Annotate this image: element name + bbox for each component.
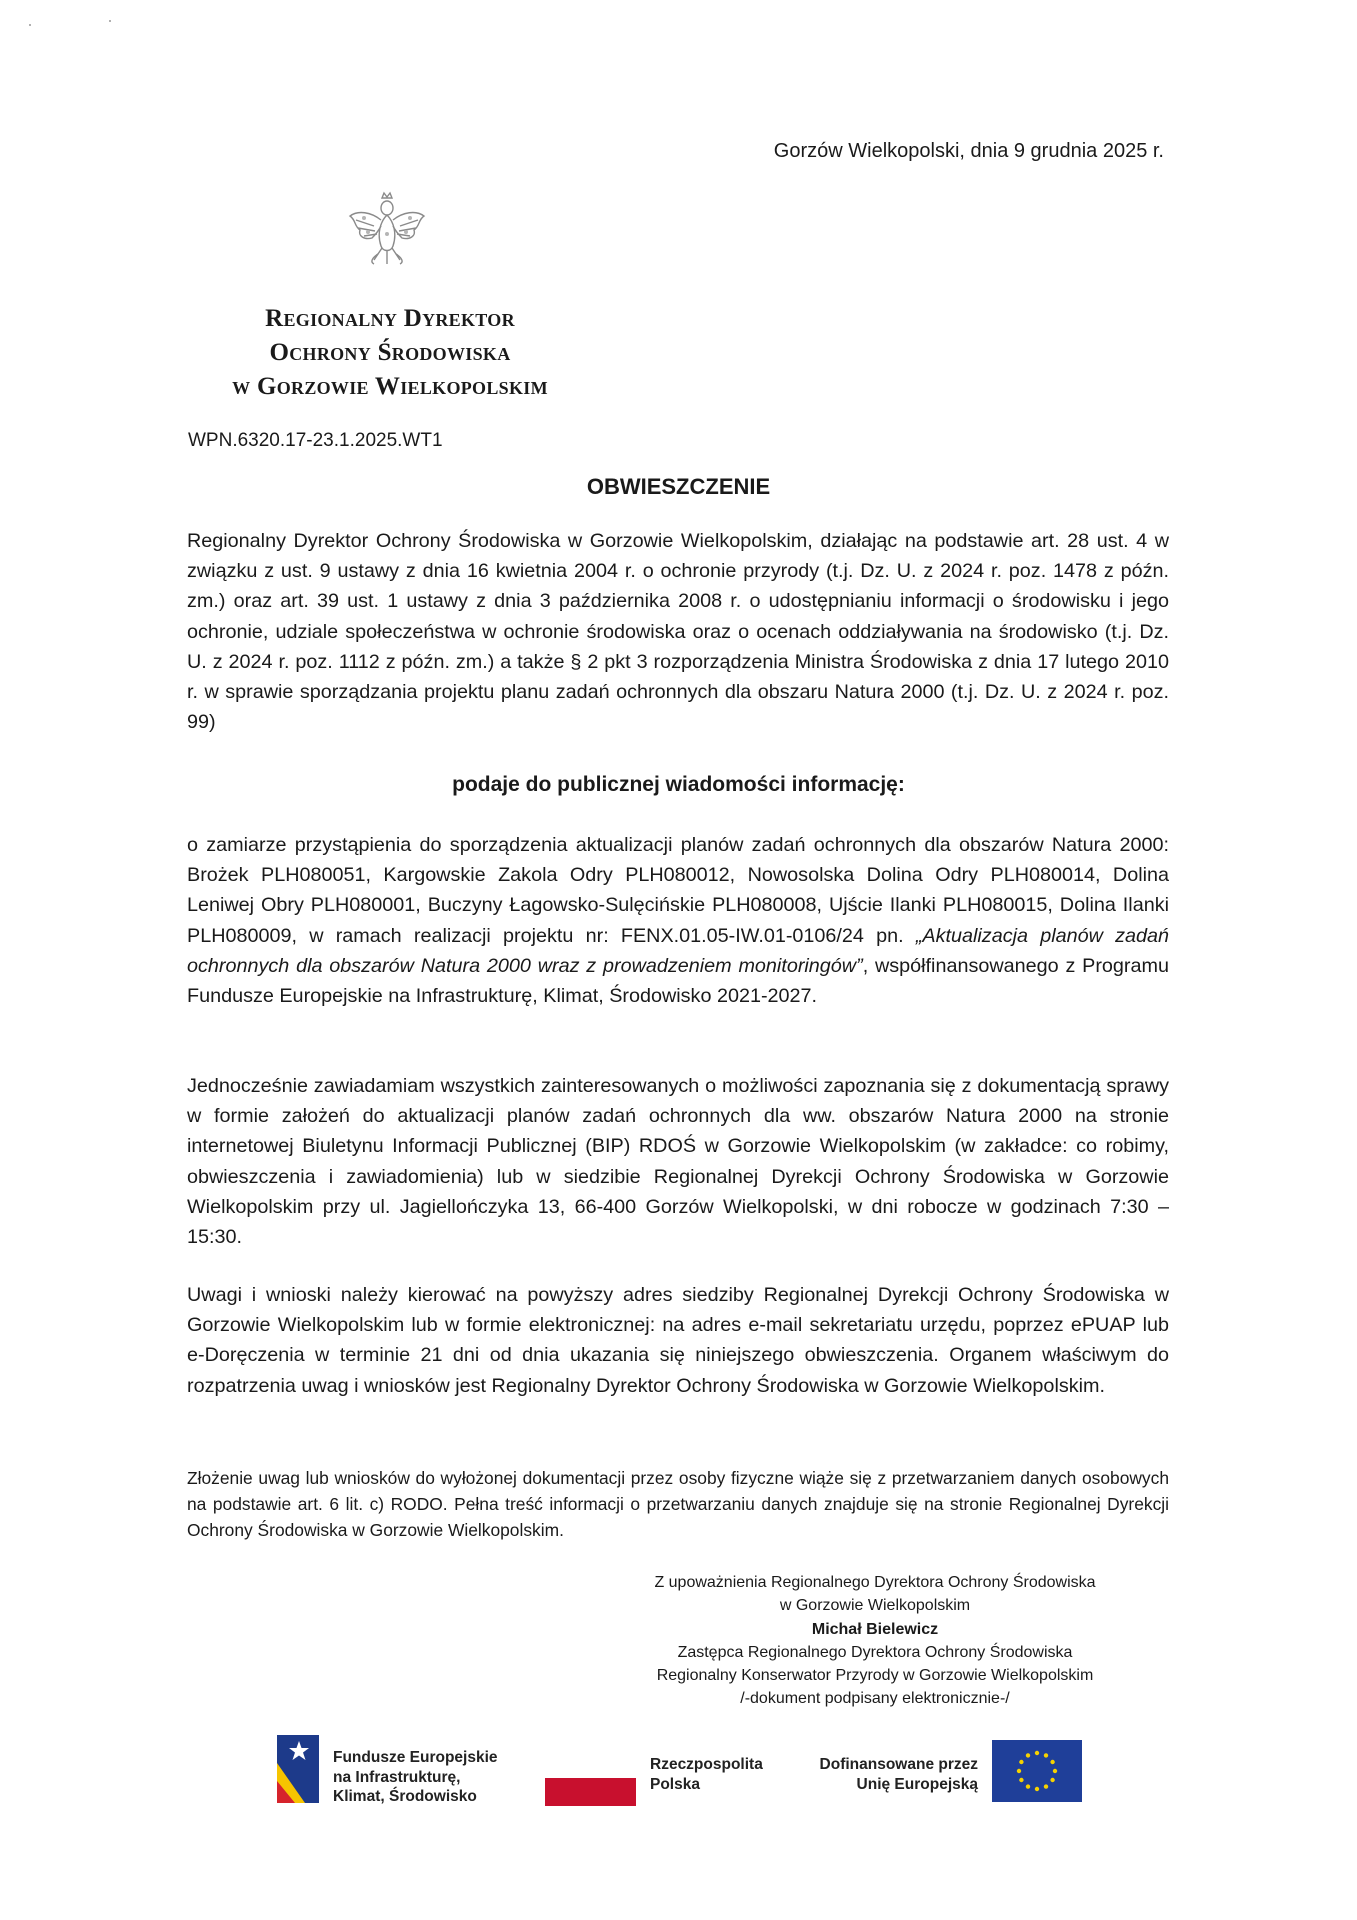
paragraph-text: , współfinansowanego z Programu Fundusze Europejskie na Infrastrukturę, Klimat, Środowisko 2021-2027. bbox=[187, 954, 1169, 1008]
announcement-heading: podaje do publicznej wiadomości informację: bbox=[452, 773, 905, 796]
authority-line: Regionalny Dyrektor bbox=[265, 305, 515, 332]
fe-label-line: Fundusze Europejskie bbox=[333, 1749, 498, 1766]
paragraph-intention bbox=[187, 830, 1169, 1011]
document-title: OBWIESZCZENIE bbox=[586, 474, 771, 499]
eu-label-line: Dofinansowane przez bbox=[819, 1756, 978, 1773]
eu-label-line: Unię Europejską bbox=[856, 1775, 978, 1793]
scan-artifact bbox=[109, 20, 111, 22]
rp-label-line: Polska bbox=[650, 1775, 700, 1793]
scan-artifact bbox=[29, 24, 31, 26]
rp-label bbox=[650, 1755, 763, 1794]
polish-eagle-emblem-icon bbox=[344, 188, 430, 274]
paragraph-text: o zamiarze przystąpienia do sporządzenia aktualizacji planów zadań ochronnych dla obszarów Natura 2000: Brożek PLH080051, Kargowskie Zakola Odry PLH080012, Nowosolska Dolina Odry PLH080014, Dolina Leniwej Obry PLH080001, Buczyny Łagowsko-Sulęcińskie PLH080008, Ujście Ilanki PLH080015, Dolina Ilanki PLH080009, w ramach realizacji projektu nr: FENX.01.05-IW.01-0106/24 pn. bbox=[187, 834, 1169, 947]
signatory-role: Zastępca Regionalnego Dyrektora Ochrony Środowiska bbox=[677, 1643, 1073, 1661]
authority-heading bbox=[184, 302, 596, 404]
paragraph-notification: Jednocześnie zawiadamiam wszystkich zainteresowanych o możliwości zapoznania się z dokumentacją sprawy w formie założeń do aktualizacji planów zadań ochronnych dla ww. obszarów Natura 2000 na stronie internetowej Biuletynu Informacji Publicznej (BIP) RDOŚ w Gorzowie Wielkopolskim (w zakładce: co robimy, obwieszczenia i zawiadomienia) lub w siedzibie Regionalnej Dyrekcji Ochrony Środowiska w Gorzowie Wielkopolskim przy ul. Jagiellończyka 13, 66-400 Gorzów Wielkopolski, w dni robocze w godzinach 7:30 – 15:30. bbox=[187, 1075, 1169, 1249]
eu-flag-icon bbox=[992, 1740, 1082, 1802]
fundusze-europejskie-logo-icon bbox=[275, 1733, 321, 1805]
eu-cofinancing-label bbox=[820, 1755, 978, 1794]
signature-block bbox=[600, 1571, 1150, 1711]
project-title: „Aktualizacja planów zadań ochronnych dla obszarów Natura 2000 wraz z prowadzeniem monitoringów” bbox=[187, 924, 1169, 977]
authority-line: w Gorzowie Wielkopolskim bbox=[232, 373, 548, 400]
signatory-name: Michał Bielewicz bbox=[811, 1620, 939, 1638]
fe-program-label bbox=[333, 1748, 498, 1807]
paragraph-gdpr: Złożenie uwag lub wniosków do wyłożonej dokumentacji przez osoby fizyczne wiąże się z przetwarzaniem danych osobowych na podstawie art. 6 lit. c) RODO. Pełna treść informacji o przetwarzaniu danych znajduje się na stronie Regionalnej Dyrekcji Ochrony Środowiska w Gorzowie Wielkopolskim. bbox=[187, 1468, 1169, 1540]
document-date: Gorzów Wielkopolski, dnia 9 grudnia 2025 r. bbox=[773, 140, 1164, 162]
authority-line: Ochrony Środowiska bbox=[269, 339, 511, 366]
signature-line: Z upoważnienia Regionalnego Dyrektora Ochrony Środowiska bbox=[654, 1574, 1096, 1591]
intro-paragraph: Regionalny Dyrektor Ochrony Środowiska w Gorzowie Wielkopolskim, działając na podstawie art. 28 ust. 4 w związku z ust. 9 ustawy z dnia 16 kwietnia 2004 r. o ochronie przyrody (t.j. Dz. U. z 2024 r. poz. 1478 z późn. zm.) oraz art. 39 ust. 1 ustawy z dnia 3 października 2008 r. o udostępnianiu informacji o środowisku i jego ochronie, udziale społeczeństwa w ochronie środowiska oraz o ocenach oddziaływania na środowisko (t.j. Dz. U. z 2024 r. poz. 1112 z późn. zm.) a także § 2 pkt 3 rozporządzenia Ministra Środowiska z dnia 17 lutego 2010 r. w sprawie sporządzania projektu planu zadań ochronnych dla obszaru Natura 2000 (t.j. Dz. U. z 2024 r. poz. 99) bbox=[187, 530, 1169, 734]
signature-note: /-dokument podpisany elektronicznie-/ bbox=[740, 1690, 1010, 1708]
fe-label-line: na Infrastrukturę, bbox=[333, 1768, 461, 1786]
reference-number: WPN.6320.17-23.1.2025.WT1 bbox=[188, 430, 443, 451]
rp-label-line: Rzeczpospolita bbox=[650, 1756, 763, 1773]
signatory-role: Regionalny Konserwator Przyrody w Gorzowie Wielkopolskim bbox=[656, 1667, 1094, 1685]
paragraph-comments: Uwagi i wnioski należy kierować na powyższy adres siedziby Regionalnej Dyrekcji Ochrony Środowiska w Gorzowie Wielkopolskim lub w formie elektronicznej: na adres e-mail sekretariatu urzędu, poprzez ePUAP lub e-Doręczenia w terminie 21 dni od dnia ukazania się niniejszego obwieszczenia. Organem właściwym do rozpatrzenia uwag i wniosków jest Regionalny Dyrektor Ochrony Środowiska w Gorzowie Wielkopolskim. bbox=[187, 1284, 1169, 1397]
fe-label-line: Klimat, Środowisko bbox=[333, 1788, 477, 1805]
poland-flag-icon bbox=[545, 1778, 636, 1806]
signature-line: w Gorzowie Wielkopolskim bbox=[779, 1597, 971, 1615]
